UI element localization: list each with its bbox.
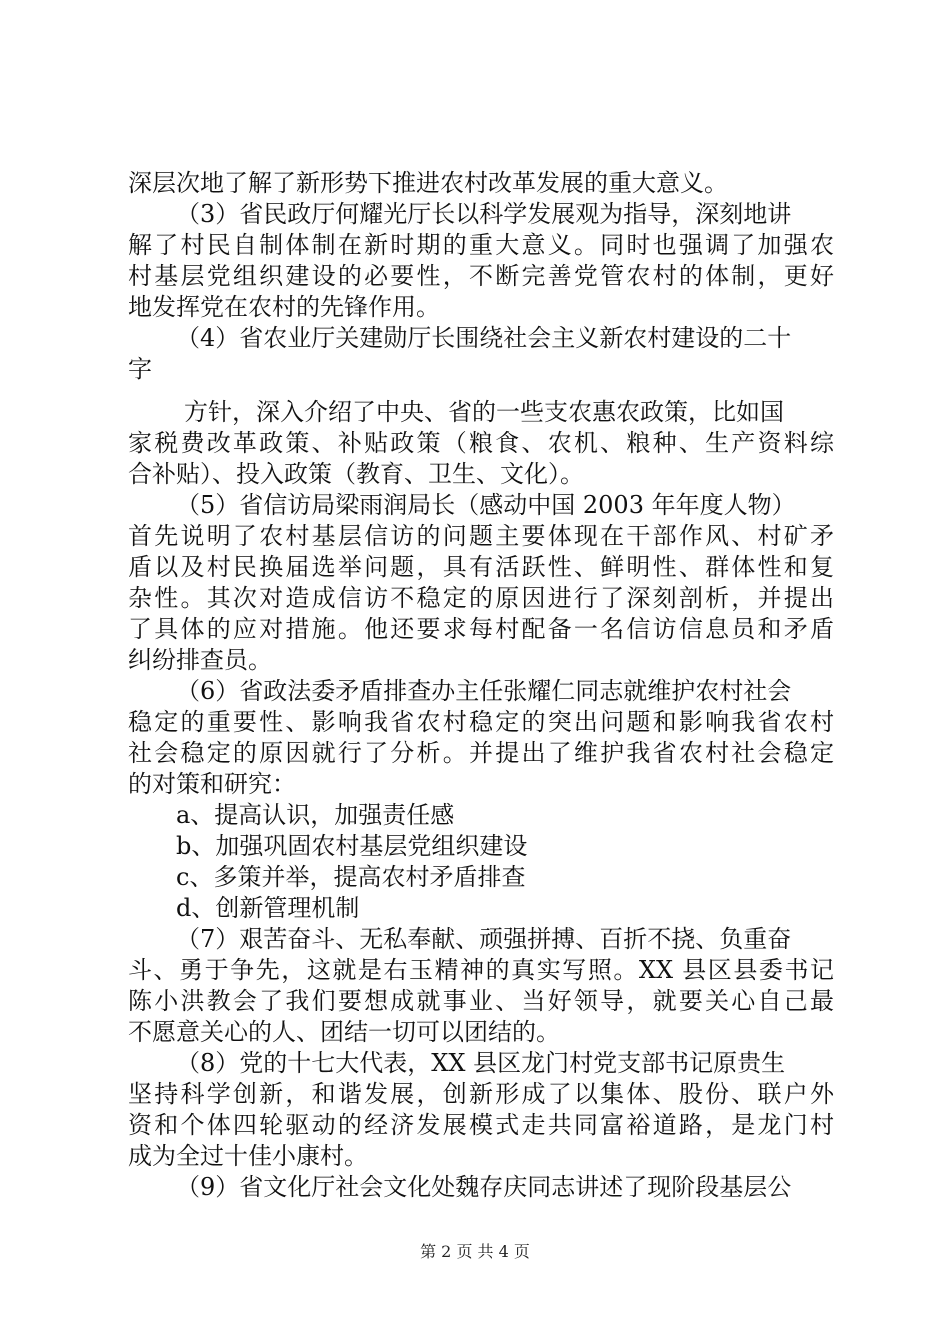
- blank-line: [128, 385, 834, 397]
- text-line: 陈小洪教会了我们要想成就事业、当好领导，就要关心自己最: [128, 987, 834, 1015]
- text-line: （6）省政法委矛盾排查办主任张耀仁同志就维护农村社会: [176, 677, 792, 705]
- text-line: （7）艰苦奋斗、无私奉献、顽强拼搏、百折不挠、负重奋: [176, 925, 792, 953]
- text-line: 深层次地了解了新形势下推进农村改革发展的重大意义。: [128, 169, 728, 197]
- text-line: 字: [128, 355, 152, 383]
- text-line: 地发挥党在农村的先锋作用。: [128, 293, 440, 321]
- text-line: 了具体的应对措施。他还要求每村配备一名信访信息员和矛盾: [128, 615, 834, 643]
- text-line: 村基层党组织建设的必要性，不断完善党管农村的体制，更好: [128, 262, 834, 290]
- text-line: 斗、勇于争先，这就是右玉精神的真实写照。XX 县区县委书记: [128, 956, 834, 984]
- text-line: 方针，深入介绍了中央、省的一些支农惠农政策，比如国: [184, 398, 784, 426]
- text-line: 合补贴）、投入政策（教育、卫生、文化）。: [128, 460, 584, 488]
- text-line: （3）省民政厅何耀光厅长以科学发展观为指导，深刻地讲: [176, 200, 792, 228]
- text-line: 成为全过十佳小康村。: [128, 1142, 368, 1170]
- text-line: d、创新管理机制: [176, 894, 360, 922]
- text-line: 稳定的重要性、影响我省农村稳定的突出问题和影响我省农村: [128, 708, 834, 736]
- text-line: 的对策和研究：: [128, 770, 296, 798]
- text-line: （5）省信访局梁雨润局长（感动中国 2003 年年度人物）: [176, 491, 796, 519]
- text-line: 纠纷排查员。: [128, 646, 272, 674]
- text-line: 家税费改革政策、补贴政策（粮食、农机、粮种、生产资料综: [128, 429, 834, 457]
- text-line: a、提高认识，加强责任感: [176, 801, 455, 829]
- text-line: 社会稳定的原因就行了分析。并提出了维护我省农村社会稳定: [128, 739, 834, 767]
- text-line: （8）党的十七大代表，XX 县区龙门村党支部书记原贵生: [176, 1049, 786, 1077]
- text-line: 坚持科学创新，和谐发展，创新形成了以集体、股份、联户外: [128, 1080, 834, 1108]
- text-line: c、多策并举，提高农村矛盾排查: [176, 863, 526, 891]
- text-line: 解了村民自制体制在新时期的重大意义。同时也强调了加强农: [128, 231, 834, 259]
- text-line: （9）省文化厅社会文化处魏存庆同志讲述了现阶段基层公: [176, 1173, 792, 1201]
- text-line: 资和个体四轮驱动的经济发展模式走共同富裕道路，是龙门村: [128, 1111, 834, 1139]
- text-line: b、加强巩固农村基层党组织建设: [176, 832, 528, 860]
- text-line: （4）省农业厅关建勋厅长围绕社会主义新农村建设的二十: [176, 324, 792, 352]
- text-line: 盾以及村民换届选举问题，具有活跃性、鲜明性、群体性和复: [128, 553, 834, 581]
- text-line: 不愿意关心的人、团结一切可以团结的。: [128, 1018, 560, 1046]
- document-body: [128, 168, 834, 1203]
- page-footer: 第 2 页 共 4 页: [420, 1242, 530, 1261]
- text-line: 首先说明了农村基层信访的问题主要体现在干部作风、村矿矛: [128, 522, 834, 550]
- text-line: 杂性。其次对造成信访不稳定的原因进行了深刻剖析，并提出: [128, 584, 834, 612]
